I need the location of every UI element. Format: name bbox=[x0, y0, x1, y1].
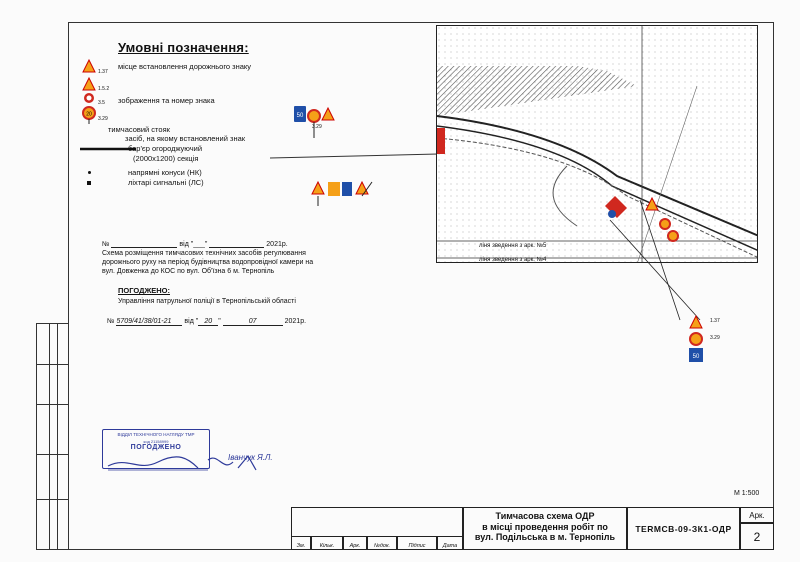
legend-item-sign-image: зображення та номер знака bbox=[118, 96, 215, 105]
cone-symbol bbox=[88, 171, 91, 174]
legend-item-barrier-section: (2000х1200) секція bbox=[133, 154, 199, 163]
signal-light-symbol bbox=[87, 181, 91, 185]
sign-upper-code: 3.29 bbox=[312, 124, 322, 130]
legend-title: Умовні позначення: bbox=[118, 40, 249, 55]
sheet-number: 2 bbox=[740, 523, 774, 550]
stamp-department: ВІДДІЛ ТЕХНІЧНОГО НАГЛЯДУ ТМР bbox=[117, 432, 195, 437]
police-agency: Управління патрульної поліції в Тернопільській області bbox=[118, 298, 296, 305]
legend-item-mount: засіб, на якому встановлений знак bbox=[125, 134, 246, 143]
ref-number-label: № bbox=[107, 318, 115, 325]
far-sign-code-1: 1.37 bbox=[710, 318, 720, 324]
col-change: Зм. bbox=[291, 536, 311, 550]
doc-number-label: № bbox=[102, 241, 110, 248]
agreed-title: ПОГОДЖЕНО: bbox=[118, 286, 170, 295]
col-date: Дата bbox=[437, 536, 463, 550]
title-block bbox=[291, 507, 774, 550]
legend-item-sign-location: місце встановлення дорожнього знаку bbox=[118, 62, 252, 71]
svg-text:20: 20 bbox=[86, 111, 92, 118]
svg-text:50: 50 bbox=[296, 113, 304, 119]
drawing-scale: М 1:500 bbox=[734, 490, 760, 497]
signature-name: Іванчук Я.Л. bbox=[228, 453, 273, 462]
map-signs-left bbox=[437, 128, 445, 154]
col-signature: Підпис bbox=[397, 536, 437, 550]
doc-year-2: 2021р. bbox=[284, 318, 307, 325]
sign-pole-far bbox=[600, 200, 740, 370]
legend-sign-code-4: 3.29 bbox=[98, 116, 108, 122]
doc-description-1: Схема розміщення тимчасових технічних засобів регулювання bbox=[102, 250, 306, 257]
legend-sign-code-3: 3.5 bbox=[98, 100, 105, 106]
ref-day: 20 bbox=[198, 318, 218, 326]
drawing-title-line-1: Тимчасова схема ОДР bbox=[495, 511, 595, 521]
legend-item-temp-stand: тимчасовий стояк bbox=[108, 125, 170, 134]
drawing-title-line-3: вул. Подільська в м. Тернопіль bbox=[474, 532, 616, 542]
legend-item-signal-lights: ліхтарі сигнальні (ЛС) bbox=[128, 178, 204, 187]
map-match-line-5: ліня зведення з арк. №5 bbox=[479, 243, 547, 249]
map-match-line-4: ліня зведення з арк. №4 bbox=[479, 257, 547, 263]
ref-number: 5709/41/38/01-21 bbox=[116, 318, 182, 326]
stamp-code: код 21158999 bbox=[143, 439, 169, 444]
doc-description-2: дорожнього руху на період будівництва водопровідної камери на bbox=[102, 259, 314, 266]
legend-sign-code-2: 1.5.2 bbox=[98, 86, 110, 92]
legend-sign-code-1: 1.37 bbox=[98, 69, 108, 75]
legend-item-barrier: бар'єр огороджуючий bbox=[128, 144, 203, 153]
sheet-label: Арк. bbox=[740, 507, 774, 523]
doc-from-label: від "___" bbox=[179, 241, 208, 248]
doc-number-row bbox=[102, 239, 288, 248]
doc-description-3: вул. Довженка до КОС по вул. Об'їзна 6 м. Тернопіль bbox=[102, 268, 275, 275]
drawing-code: ТЕRМСВ-09-ЗК1-ОДР bbox=[627, 507, 740, 550]
svg-text:50: 50 bbox=[692, 354, 700, 360]
agreement-ref-row: № 5709/41/38/01-21 від " 20 " 07 2021р. bbox=[107, 318, 307, 325]
legend-item-cones: напрямні конуси (НК) bbox=[128, 168, 202, 177]
road-centerline-left bbox=[270, 140, 440, 170]
col-doc-number: №док. bbox=[367, 536, 397, 550]
col-sheet: Арк. bbox=[343, 536, 367, 550]
col-quantity: Кільк. bbox=[311, 536, 343, 550]
ref-month: 07 bbox=[223, 318, 283, 326]
sign-group-lower bbox=[310, 178, 380, 218]
far-sign-code-2: 3.29 bbox=[710, 335, 720, 341]
stamp-approved: ПОГОДЖЕНО bbox=[130, 444, 182, 451]
doc-year-1: 2021р. bbox=[266, 241, 288, 248]
drawing-title-line-2: в місці проведення робіт по bbox=[482, 521, 608, 532]
left-margin-stamp-strip bbox=[36, 323, 68, 550]
drawing-title bbox=[463, 507, 627, 550]
